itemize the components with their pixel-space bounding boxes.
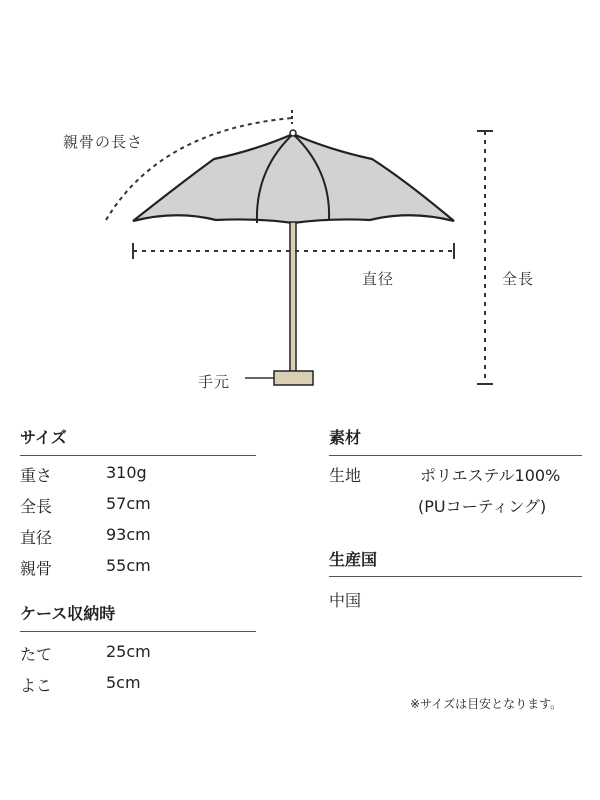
size-section-divider [20, 455, 256, 456]
material-value-line2: (PUコーティング) [418, 497, 547, 516]
canopy-tip [290, 130, 296, 136]
canopy [133, 134, 454, 223]
size-row-value: 93cm [106, 525, 151, 544]
case-section-divider [20, 631, 256, 632]
origin-section-title: 生産国 [329, 550, 378, 569]
material-key: 生地 [329, 466, 362, 485]
material-section-divider [329, 455, 582, 456]
size-disclaimer-note: ※サイズは目安となります。 [410, 697, 563, 711]
material-value-line1: ポリエステル100% [420, 466, 561, 485]
handle-label: 手元 [198, 373, 231, 391]
case-row-key: たて [20, 645, 53, 664]
size-row-value: 310g [106, 463, 147, 482]
size-section-title: サイズ [20, 428, 67, 447]
diameter-label: 直径 [362, 270, 395, 288]
origin-section-divider [329, 576, 582, 577]
size-row-key: 直径 [20, 528, 53, 547]
rib-length-label: 親骨の長さ [63, 133, 144, 151]
size-row-key: 親骨 [20, 559, 53, 578]
total-length-label: 全長 [502, 270, 535, 288]
size-row-value: 55cm [106, 556, 151, 575]
handle [274, 371, 313, 385]
case-row-value: 5cm [106, 673, 141, 692]
shaft [290, 222, 296, 372]
size-row-value: 57cm [106, 494, 151, 513]
material-section-title: 素材 [329, 428, 362, 447]
size-row-key: 重さ [20, 466, 53, 485]
case-row-value: 25cm [106, 642, 151, 661]
origin-value: 中国 [329, 591, 362, 610]
case-row-key: よこ [20, 676, 53, 695]
size-row-key: 全長 [20, 497, 53, 516]
case-section-title: ケース収納時 [20, 604, 116, 623]
